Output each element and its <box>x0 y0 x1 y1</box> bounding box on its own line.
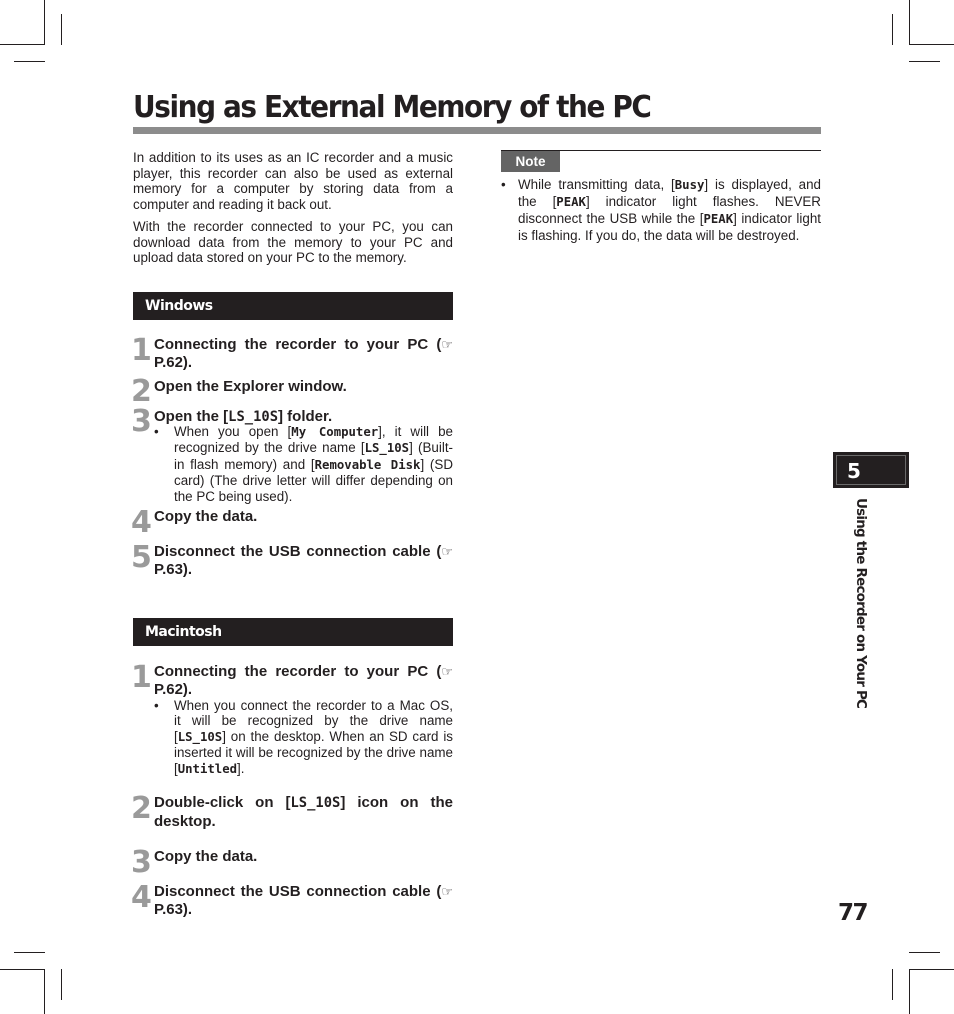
windows-step-4: Copy the data. <box>154 508 258 525</box>
crop-mark <box>909 0 910 45</box>
mac-step-1-bullet: • When you connect the recorder to a Mac OS, it will be recognized by the drive name [LS_10S] on the desktop. When an SD card is inserted it will be recognized by the drive name [Untitled]. <box>154 698 453 776</box>
crop-mark <box>909 969 910 1014</box>
windows-step-3: Open the [LS_10S] folder. <box>154 408 333 425</box>
page-number: 77 <box>838 900 868 926</box>
step-number: 2 <box>131 374 150 409</box>
mac-step-2: Double-click on [LS_10S] icon on the desktop. <box>154 794 453 830</box>
crop-mark <box>44 0 45 45</box>
crop-mark <box>910 44 954 45</box>
crop-mark <box>61 14 62 45</box>
reference-icon: ☞ <box>441 544 453 559</box>
intro-paragraph-2: With the recorder connected to your PC, you can download data from the memory to your PC and upload data stored on your PC to the memory. <box>133 219 453 266</box>
windows-step-3-bullet: • When you open [My Computer], it will be recognized by the drive name [LS_10S] (Built-in flash memory) and [Removable Disk] (SD card) (The drive letter will differ depending on the PC being used). <box>154 424 453 504</box>
macintosh-heading: Macintosh <box>133 618 453 646</box>
step-number: 1 <box>131 333 150 368</box>
note-text: • While transmitting data, [Busy] is displayed, and the [PEAK] indicator light flashes. NEVER disconnect the USB while the [PEAK] indicator light is flashing. If you do, the data will be destroyed. <box>501 177 822 243</box>
crop-mark <box>0 969 44 970</box>
reference-icon: ☞ <box>441 884 453 899</box>
crop-mark <box>892 14 893 45</box>
chapter-label: Using the Recorder on Your PC <box>853 498 869 709</box>
windows-step-1: Connecting the recorder to your PC (☞ P.62). <box>154 336 453 371</box>
crop-mark <box>0 44 44 45</box>
page-title: Using as External Memory of the PC <box>133 90 651 125</box>
mac-step-4: Disconnect the USB connection cable (☞ P.63). <box>154 883 453 918</box>
windows-heading: Windows <box>133 292 453 320</box>
crop-mark <box>909 952 940 953</box>
step-number: 3 <box>131 404 150 439</box>
step-number: 4 <box>131 880 150 915</box>
step-number: 3 <box>131 845 150 880</box>
chapter-number: 5 <box>836 455 906 485</box>
intro-paragraph-1: In addition to its uses as an IC recorder and a music player, this recorder can also be used as external memory for a computer by storing data from a computer and reading it back out. <box>133 150 453 213</box>
windows-step-2: Open the Explorer window. <box>154 378 347 395</box>
crop-mark <box>44 969 45 1014</box>
step-number: 4 <box>131 505 150 540</box>
step-number: 5 <box>131 540 150 575</box>
mac-step-1: Connecting the recorder to your PC (☞ P.62). <box>154 663 453 698</box>
step-number: 1 <box>131 660 150 695</box>
step-number: 2 <box>131 791 150 826</box>
reference-icon: ☞ <box>441 664 453 679</box>
crop-mark <box>909 61 940 62</box>
crop-mark <box>14 61 45 62</box>
note-label: Note <box>501 151 560 172</box>
mac-step-3: Copy the data. <box>154 848 258 865</box>
crop-mark <box>892 969 893 1000</box>
windows-step-5: Disconnect the USB connection cable (☞ P.63). <box>154 543 453 578</box>
reference-icon: ☞ <box>441 337 453 352</box>
title-underline <box>133 127 821 134</box>
crop-mark <box>14 952 45 953</box>
crop-mark <box>61 969 62 1000</box>
crop-mark <box>910 969 954 970</box>
